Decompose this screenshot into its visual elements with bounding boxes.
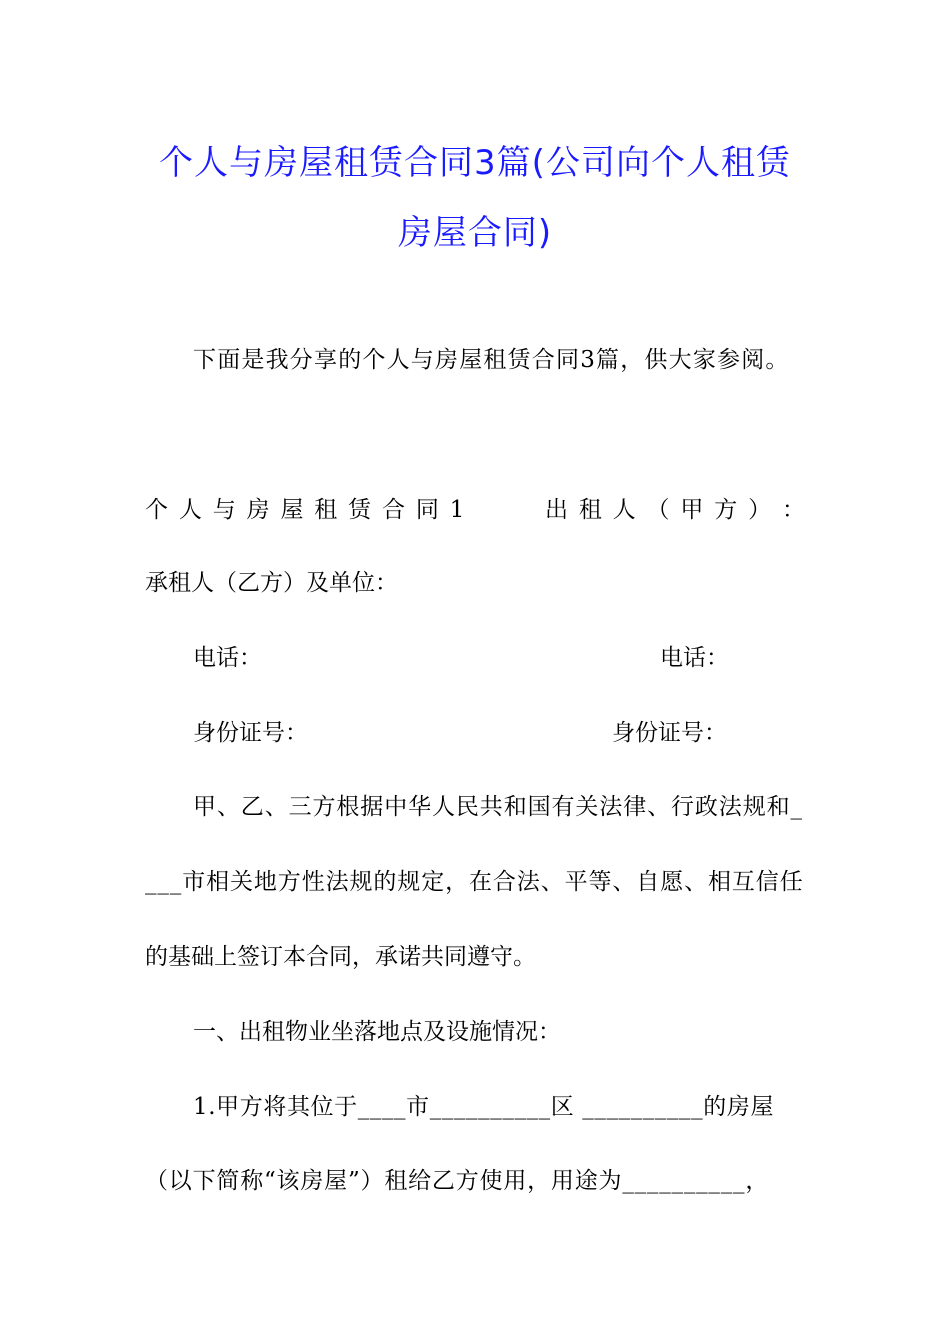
heading-char: 房: [246, 497, 270, 523]
heading-char: 方: [714, 497, 738, 523]
heading-char: 合: [382, 497, 406, 523]
lessee-line: 承租人（乙方）及单位：: [145, 570, 398, 596]
heading-gap: [510, 495, 534, 525]
clause-1-line-2: （以下简称“该房屋”）租给乙方使用，用途为__________，: [145, 1168, 770, 1194]
heading-char: 同: [415, 497, 439, 523]
heading-char: ）: [748, 497, 772, 523]
heading-char: （: [646, 497, 670, 523]
heading-char: 1: [449, 497, 465, 523]
contract-heading-row: [145, 495, 805, 525]
heading-char: 人: [178, 497, 202, 523]
heading-char: 出: [544, 497, 568, 523]
heading-char: 人: [612, 497, 636, 523]
heading-char: 屋: [280, 497, 304, 523]
preamble-line-3: 的基础上签订本合同，承诺共同遵守。: [145, 944, 536, 970]
heading-char: 租: [314, 497, 338, 523]
preamble-line-1: 甲、乙、三方根据中华人民共和国有关法律、行政法规和_: [193, 794, 803, 820]
document-title-line-1: 个人与房屋租赁合同3篇(公司向个人租赁: [159, 143, 791, 183]
heading-char: 与: [212, 497, 236, 523]
heading-char: 租: [578, 497, 602, 523]
id-number-label-left: 身份证号：: [193, 720, 308, 746]
id-number-label-right: 身份证号：: [612, 720, 727, 746]
intro-paragraph: 下面是我分享的个人与房屋租赁合同3篇，供大家参阅。: [193, 347, 790, 373]
clause-1-line-1: 1.甲方将其位于____市__________区 __________的房屋: [193, 1094, 775, 1120]
section-heading-1: 一、出租物业坐落地点及设施情况：: [193, 1019, 561, 1045]
preamble-line-2: ___市相关地方性法规的规定，在合法、平等、自愿、相互信任: [145, 869, 804, 895]
phone-label-left: 电话：: [193, 645, 262, 671]
heading-gap: [475, 495, 499, 525]
heading-char: 甲: [680, 497, 704, 523]
phone-label-right: 电话：: [660, 645, 729, 671]
heading-char: 个: [145, 497, 168, 523]
heading-char: ：: [781, 497, 805, 523]
heading-char: 赁: [348, 497, 372, 523]
document-title-line-2: 房屋合同): [397, 213, 553, 253]
